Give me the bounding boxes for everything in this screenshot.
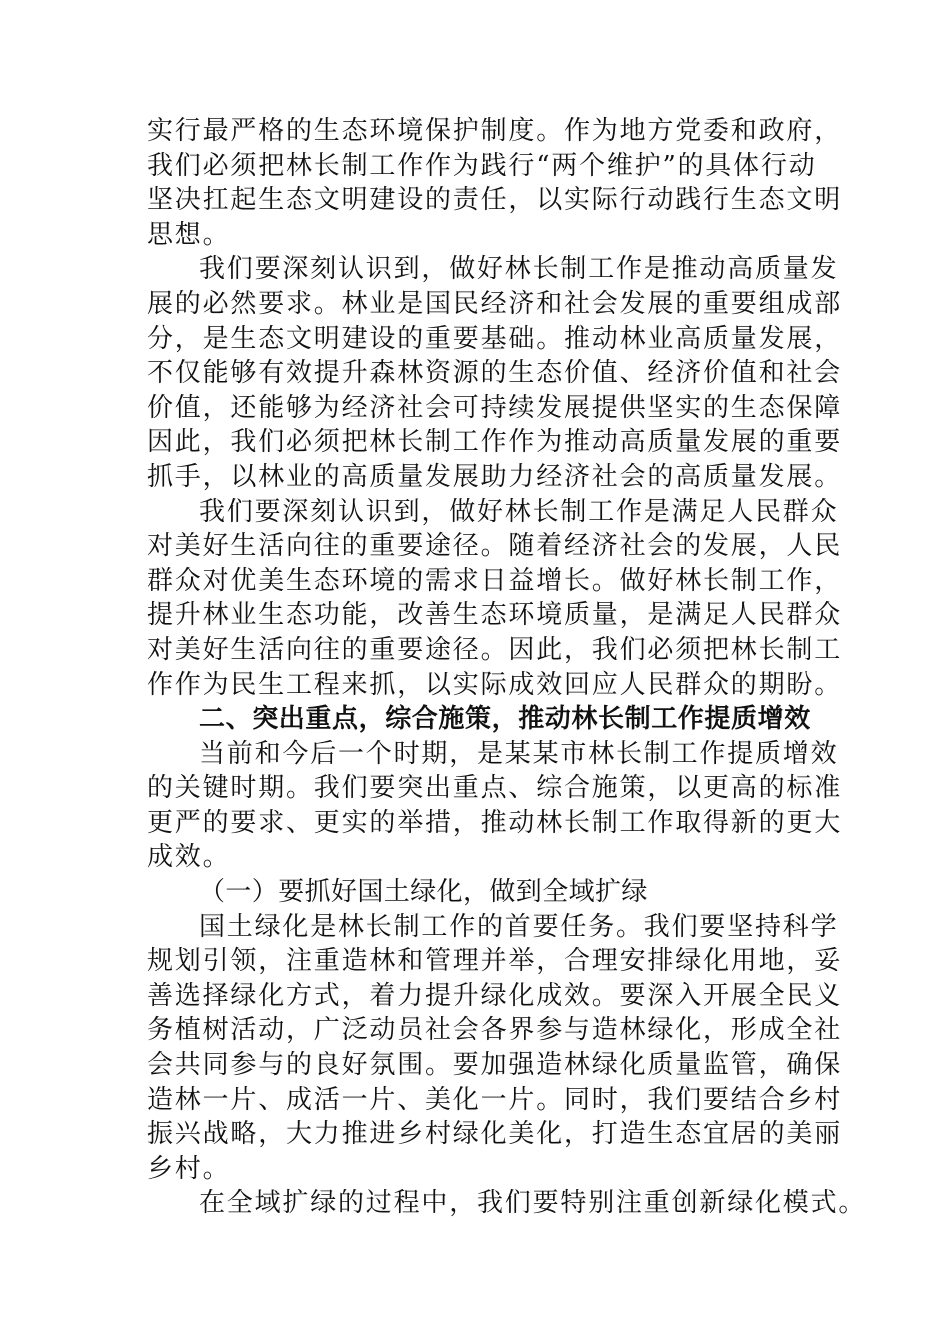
paragraph-line: 我们要深刻认识到，做好林长制工作是推动高质量发: [199, 254, 839, 285]
paragraph-line: 务植树活动，广泛动员社会各界参与造林绿化，形成全社: [147, 1015, 843, 1046]
paragraph-line: 我们必须把林长制工作作为践行“两个维护”的具体行动: [147, 150, 817, 181]
paragraph-line: 的关键时期。我们要突出重点、综合施策，以更高的标准: [147, 773, 843, 804]
paragraph-line: 乡村。: [147, 1153, 231, 1184]
paragraph-line: 善选择绿化方式，着力提升绿化成效。要深入开展全民义: [147, 980, 843, 1011]
paragraph-line: 对美好生活向往的重要途径。随着经济社会的发展，人民: [147, 531, 843, 562]
paragraph-line: 作作为民生工程来抓，以实际成效回应人民群众的期盼。: [147, 669, 843, 700]
paragraph-line: 当前和今后一个时期，是某某市林长制工作提质增效: [199, 738, 839, 769]
paragraph-line: 更严的要求、更实的举措，推动林长制工作取得新的更大: [147, 807, 843, 838]
paragraph-line: 国土绿化是林长制工作的首要任务。我们要坚持科学: [199, 911, 839, 942]
paragraph-line: 因此，我们必须把林长制工作作为推动高质量发展的重要: [147, 427, 843, 458]
paragraph-line: 价值，还能够为经济社会可持续发展提供坚实的生态保障: [147, 392, 843, 423]
paragraph-line: 在全域扩绿的过程中，我们要特别注重创新绿化模式。: [199, 1188, 867, 1219]
paragraph-line: 群众对优美生态环境的需求日益增长。做好林长制工作，: [147, 565, 843, 596]
subsection-heading: （一）要抓好国土绿化，做到全域扩绿: [199, 877, 648, 908]
paragraph-line: 实行最严格的生态环境保护制度。作为地方党委和政府，: [147, 116, 843, 146]
section-heading: 二、突出重点，综合施策，推动林长制工作提质增效: [199, 704, 811, 735]
paragraph-line: 分，是生态文明建设的重要基础。推动林业高质量发展，: [147, 323, 843, 354]
paragraph-line: 对美好生活向往的重要途径。因此，我们必须把林长制工: [147, 634, 843, 665]
paragraph-line: 成效。: [147, 842, 231, 873]
paragraph-line: 振兴战略，大力推进乡村绿化美化，打造生态宜居的美丽: [147, 1119, 843, 1150]
paragraph-line: 抓手，以林业的高质量发展助力经济社会的高质量发展。: [147, 461, 843, 492]
paragraph-line: 不仅能够有效提升森林资源的生态价值、经济价值和社会: [147, 358, 843, 389]
paragraph-line: 提升林业生态功能，改善生态环境质量，是满足人民群众: [147, 600, 843, 631]
paragraph-line: 造林一片、成活一片、美化一片。同时，我们要结合乡村: [147, 1084, 843, 1115]
paragraph-line: 会共同参与的良好氛围。要加强造林绿化质量监管，确保: [147, 1050, 843, 1081]
paragraph-line: 坚决扛起生态文明建设的责任，以实际行动践行生态文明: [147, 185, 843, 216]
paragraph-line: 思想。: [147, 219, 231, 250]
paragraph-line: 我们要深刻认识到，做好林长制工作是满足人民群众: [199, 496, 839, 527]
document-body: [147, 114, 867, 1221]
paragraph-line: 规划引领，注重造林和管理并举，合理安排绿化用地，妥: [147, 946, 843, 977]
paragraph-line: 展的必然要求。林业是国民经济和社会发展的重要组成部: [147, 288, 843, 319]
